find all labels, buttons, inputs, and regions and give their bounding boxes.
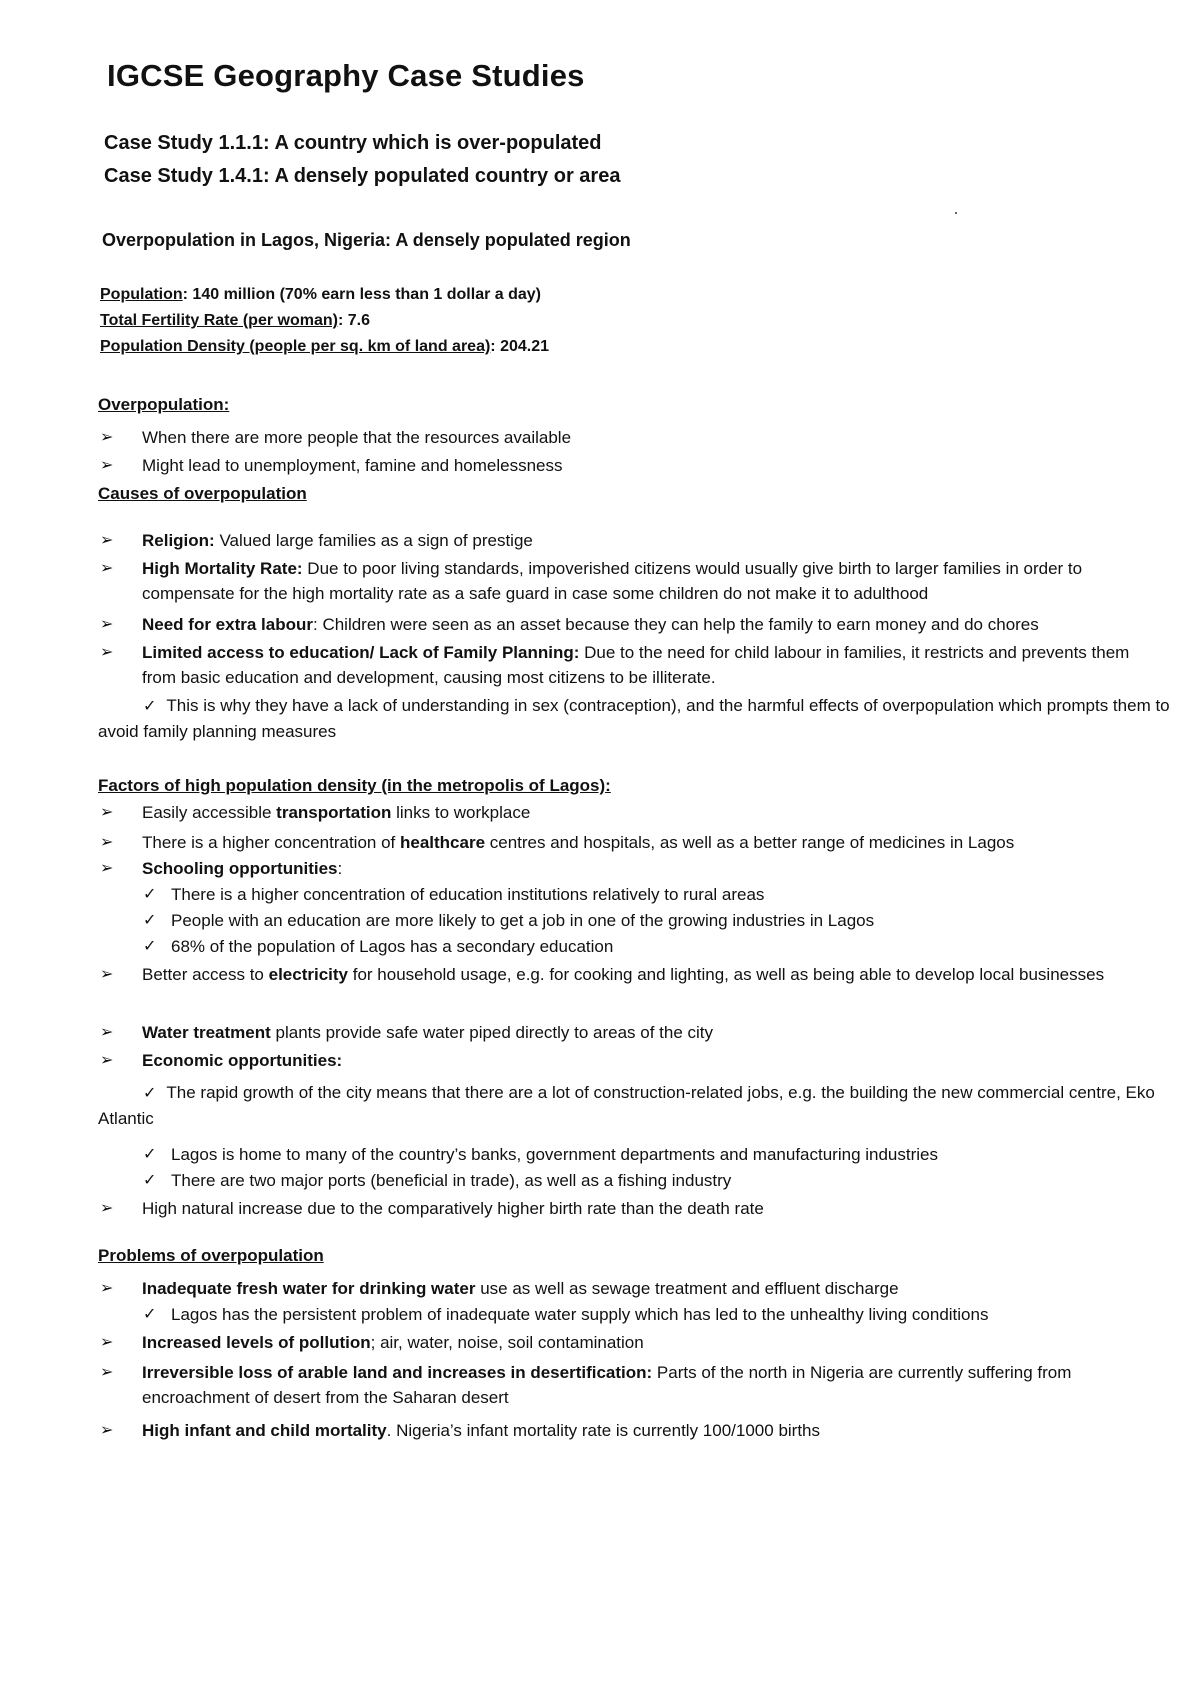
arrow-bullet-icon: ➢	[100, 860, 114, 877]
stat-value: : 7.6	[337, 312, 370, 329]
list-item: ➢ Economic opportunities:	[100, 1048, 1160, 1073]
scan-speck	[955, 212, 957, 214]
stat-label: Total Fertility Rate (per woman)	[100, 312, 338, 329]
arrow-bullet-icon: ➢	[100, 644, 114, 661]
list-item: ➢ Might lead to unemployment, famine and homelessness	[100, 453, 1160, 478]
arrow-bullet-icon: ➢	[100, 966, 114, 983]
arrow-bullet-icon: ➢	[100, 804, 114, 821]
list-item: ➢ Irreversible loss of arable land and increases in desertification: Parts of the north in Nigeria are currently suffering from encroachment of desert from the Saharan desert	[100, 1360, 1160, 1410]
arrow-bullet-icon: ➢	[100, 1364, 114, 1381]
arrow-bullet-icon: ➢	[100, 560, 114, 577]
list-item: ➢ Increased levels of pollution; air, water, noise, soil contamination	[100, 1330, 1160, 1355]
stat-label: Population Density (people per sq. km of land area)	[100, 338, 491, 355]
heading-overpopulation: Overpopulation:	[98, 395, 230, 414]
check-item: ✓ This is why they have a lack of understanding in sex (contraception), and the harmful effects of overpopulation which prompts them to avoid family planning measures	[98, 696, 1170, 741]
check-item: ✓ There is a higher concentration of education institutions relatively to rural areas	[143, 882, 1200, 907]
arrow-bullet-icon: ➢	[100, 1024, 114, 1041]
check-item: ✓ There are two major ports (beneficial in trade), as well as a fishing industry	[143, 1168, 1200, 1193]
check-icon: ✓	[143, 1146, 157, 1163]
check-item: ✓ Lagos has the persistent problem of inadequate water supply which has led to the unhealthy living conditions	[143, 1302, 1200, 1327]
list-item: ➢ Limited access to education/ Lack of Family Planning: Due to the need for child labour in families, it restricts and prevents them from basic education and development, causing most citizens to be illiterate.	[100, 640, 1160, 690]
list-item: ➢ High infant and child mortality. Nigeria’s infant mortality rate is currently 100/1000 births	[100, 1418, 1160, 1443]
arrow-bullet-icon: ➢	[100, 616, 114, 633]
check-item: ✓ The rapid growth of the city means that there are a lot of construction-related jobs, e.g. the building the new commercial centre, Eko Atlantic	[98, 1083, 1155, 1128]
heading-problems: Problems of overpopulation	[98, 1246, 324, 1265]
list-item: ➢ Religion: Valued large families as a sign of prestige	[100, 528, 1160, 553]
stat-density	[100, 338, 549, 356]
check-icon: ✓	[143, 1172, 157, 1189]
arrow-bullet-icon: ➢	[100, 1200, 114, 1217]
list-item: ➢ Inadequate fresh water for drinking water use as well as sewage treatment and effluent discharge	[100, 1276, 1160, 1301]
list-item: ➢ High Mortality Rate: Due to poor living standards, impoverished citizens would usually give birth to larger families in order to compensate for the high mortality rate as a safe guard in case some children do not make it to adulthood	[100, 556, 1160, 606]
arrow-bullet-icon: ➢	[100, 429, 114, 446]
arrow-bullet-icon: ➢	[100, 457, 114, 474]
list-item: ➢ Schooling opportunities:	[100, 856, 1160, 881]
list-item: ➢ Water treatment plants provide safe water piped directly to areas of the city	[100, 1020, 1160, 1045]
check-icon: ✓	[143, 886, 157, 903]
section-subtitle: Overpopulation in Lagos, Nigeria: A densely populated region	[102, 230, 631, 250]
case-study-2: Case Study 1.4.1: A densely populated country or area	[104, 165, 621, 187]
stat-fertility	[100, 312, 370, 330]
heading-causes: Causes of overpopulation	[98, 484, 307, 503]
list-item: ➢ Easily accessible transportation links to workplace	[100, 800, 1160, 825]
check-item: ✓ 68% of the population of Lagos has a secondary education	[143, 934, 1200, 959]
arrow-bullet-icon: ➢	[100, 1280, 114, 1297]
stat-label: Population	[100, 286, 183, 303]
list-item: ➢ There is a higher concentration of healthcare centres and hospitals, as well as a better range of medicines in Lagos	[100, 830, 1160, 855]
heading-factors: Factors of high population density (in the metropolis of Lagos):	[98, 776, 611, 795]
arrow-bullet-icon: ➢	[100, 1422, 114, 1439]
list-item: ➢ Need for extra labour: Children were seen as an asset because they can help the family to earn money and do chores	[100, 612, 1160, 637]
list-item: ➢ Better access to electricity for household usage, e.g. for cooking and lighting, as well as being able to develop local businesses	[100, 962, 1160, 987]
check-icon: ✓	[143, 938, 157, 955]
stat-value: : 140 million (70% earn less than 1 dollar a day)	[182, 286, 542, 303]
check-icon: ✓	[143, 1306, 157, 1323]
check-icon: ✓	[143, 912, 157, 929]
arrow-bullet-icon: ➢	[100, 1052, 114, 1069]
arrow-bullet-icon: ➢	[100, 834, 114, 851]
arrow-bullet-icon: ➢	[100, 532, 114, 549]
list-item: ➢ High natural increase due to the comparatively higher birth rate than the death rate	[100, 1196, 1160, 1221]
stat-population	[100, 286, 541, 304]
check-icon: ✓	[143, 698, 157, 715]
list-item: ➢ When there are more people that the resources available	[100, 425, 1160, 450]
check-item: ✓ Lagos is home to many of the country’s banks, government departments and manufacturing industries	[143, 1142, 1200, 1167]
check-icon: ✓	[143, 1085, 157, 1102]
check-item: ✓ People with an education are more likely to get a job in one of the growing industries in Lagos	[143, 908, 1200, 933]
arrow-bullet-icon: ➢	[100, 1334, 114, 1351]
case-study-1: Case Study 1.1.1: A country which is over-populated	[104, 132, 602, 154]
document-title: IGCSE Geography Case Studies	[107, 58, 585, 93]
stat-value: : 204.21	[490, 338, 550, 355]
